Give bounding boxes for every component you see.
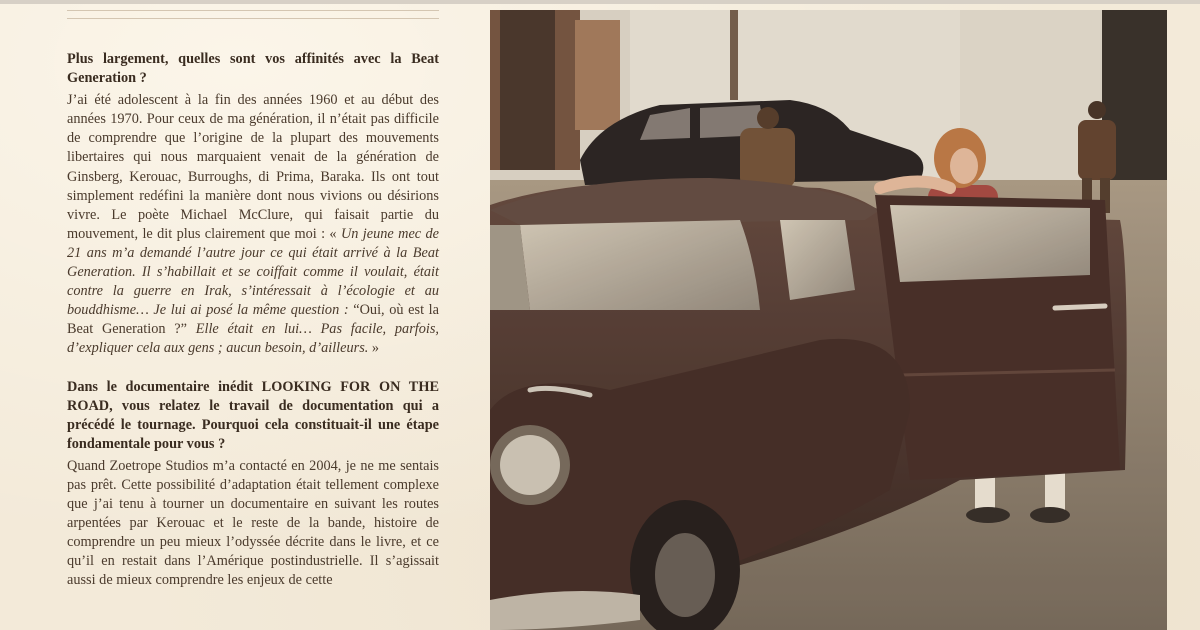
column-header-rules	[67, 10, 439, 19]
question-documentary: Dans le documentaire inédit LOOKING FOR ON THE ROAD, vous relatez le travail de documentation qui a précédé le tournage. Pourquoi cela constituait-il une étape fondamentale pour vous ?	[67, 378, 439, 452]
quote-mcclure: Un jeune mec de 21 ans m’a demandé l’autre jour ce qui était arrivé à la Beat Generation. Il s’habillait et se coiffait comme il voulait, était contre la guerre en Irak, s’intéressait à l’écologie et au bouddhisme… Je lui ai posé la même question :	[67, 225, 439, 319]
answer-documentary: Quand Zoetrope Studios m’a contacté en 2004, je ne me sentais pas prêt. Cette possibilité d’adaptation était tellement complexe que j’ai tenu à tourner un documentaire en suivant les routes arpentées par Kerouac et le reste de la bande, histoire de comprendre un peu mieux l’odyssée décrite dans le livre, et ce qu’il en restait dans l’Amérique postindustrielle. Il s’agissait aussi de mieux comprendre les enjeux de cette	[67, 457, 439, 589]
answer-text-question: “Oui, où est la Beat Generation ?”	[67, 302, 439, 338]
closing-guillemet: »	[368, 340, 380, 357]
top-divider	[0, 0, 1200, 4]
vintage-car-woman-photo	[490, 10, 1167, 630]
answer-beat-generation	[67, 91, 439, 358]
article-text-column	[67, 50, 439, 591]
quote-mcclure-end: Elle était en lui… Pas facile, parfois, d’expliquer cela aux gens ; aucun besoin, d’ailleurs.	[67, 321, 439, 357]
answer-text: J’ai été adolescent à la fin des années 1960 et au début des années 1970. Pour ceux de ma génération, il n’était pas difficile de comprendre que l’origine de la plupart des mouvements libertaires qui nous marquaient venait de la génération de Ginsberg, Kerouac, Burroughs, di Prima, Baraka. Ils ont tout simplement redéfini la manière dont nous vivions ou désirions vivre. Le poète Michael McClure, qui faisait partie du mouvement, le dit plus clairement que moi : «	[67, 92, 439, 242]
question-beat-generation: Plus largement, quelles sont vos affinités avec la Beat Generation ?	[67, 51, 439, 87]
